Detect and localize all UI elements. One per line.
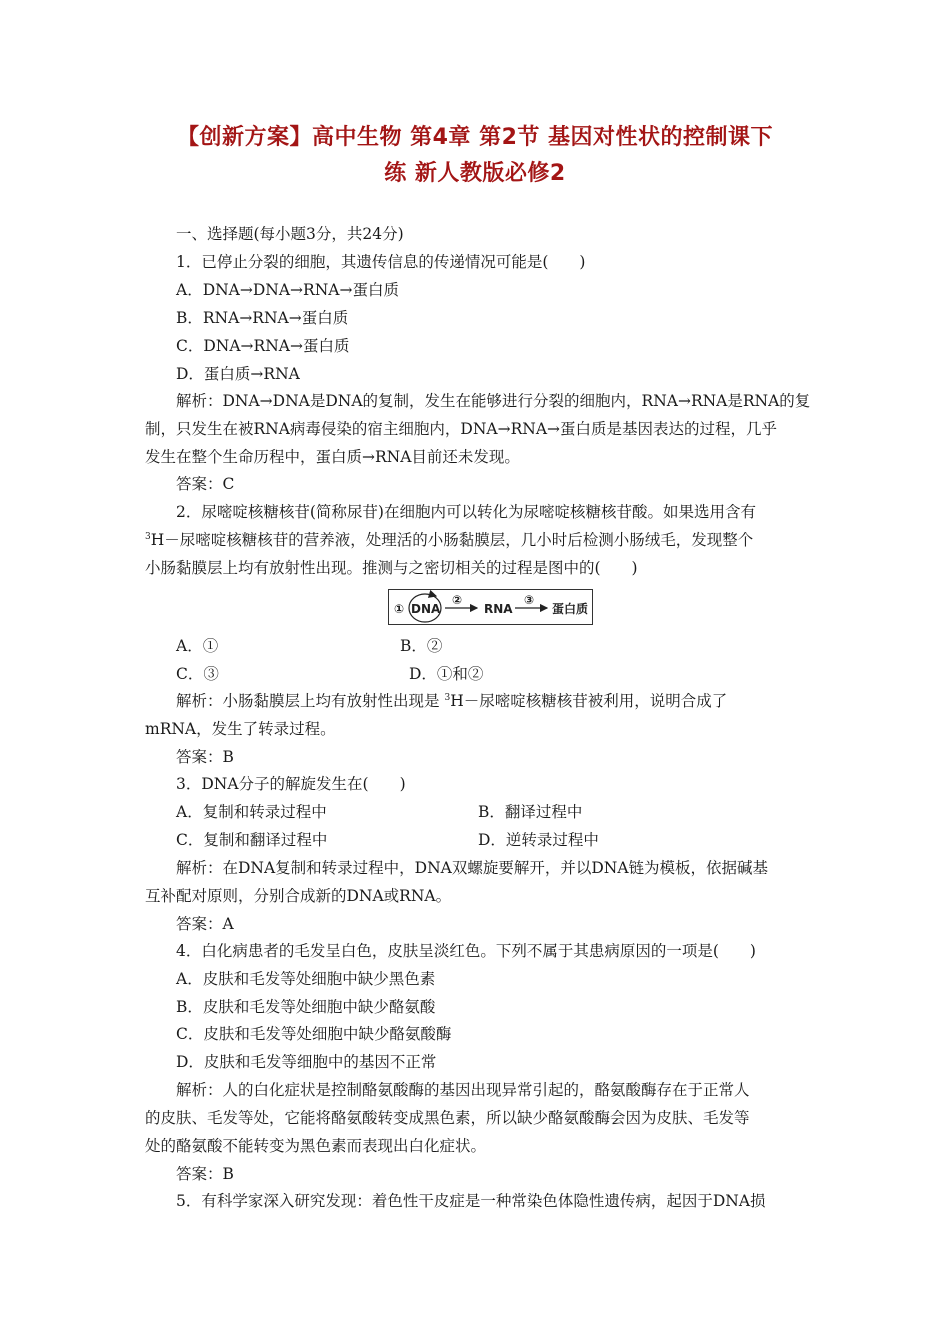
q1-explanation-line-2: 制，只发生在被RNA病毒侵染的宿主细胞内，DNA→RNA→蛋白质是基因表达的过程，几乎 — [145, 420, 778, 438]
q3-option-a: A．复制和转录过程中 — [176, 803, 327, 821]
q2-stem-line-1: 2．尿嘧啶核糖核苷(简称尿苷)在细胞内可以转化为尿嘧啶核糖核苷酸。如果选用含有 — [176, 503, 756, 521]
label-protein: 蛋白质 — [552, 602, 589, 616]
q2-option-b: B．② — [400, 637, 443, 655]
central-dogma-diagram — [388, 589, 593, 625]
label-dna: DNA — [411, 602, 441, 616]
isotope-superscript: 3 — [145, 531, 151, 542]
q3-explanation-line-2: 互补配对原则，分别合成新的DNA或RNA。 — [145, 887, 452, 905]
q1-option-c: C．DNA→RNA→蛋白质 — [176, 337, 350, 355]
q2-answer: 答案：B — [176, 748, 234, 766]
q4-answer: 答案：B — [176, 1165, 234, 1183]
q1-option-b: B．RNA→RNA→蛋白质 — [176, 309, 349, 327]
q2-stem-line-2-text: H－尿嘧啶核糖核苷的营养液，处理活的小肠黏膜层，几小时后检测小肠绒毛，发现整个 — [150, 531, 754, 549]
q4-explanation-line-3: 处的酪氨酸不能转变为黑色素而表现出白化症状。 — [145, 1137, 487, 1155]
q2-explanation-post: H－尿嘧啶核糖核苷被利用，说明合成了 — [450, 692, 728, 710]
q1-option-d: D．蛋白质→RNA — [176, 365, 300, 383]
q4-explanation-line-2: 的皮肤、毛发等处，它能将酪氨酸转变成黑色素，所以缺少酪氨酸酶会因为皮肤、毛发等 — [145, 1109, 750, 1127]
q1-stem: 1．已停止分裂的细胞，其遗传信息的传递情况可能是( ) — [176, 253, 586, 271]
q2-stem-line-2 — [145, 530, 753, 550]
q1-explanation-line-1: 解析：DNA→DNA是DNA的复制，发生在能够进行分裂的细胞内，RNA→RNA是RNA的复 — [176, 392, 811, 410]
q2-option-a: A．① — [176, 637, 219, 655]
label-step-3: ③ — [524, 593, 535, 607]
q2-stem-line-3: 小肠黏膜层上均有放射性出现。推测与之密切相关的过程是图中的( ) — [145, 559, 638, 577]
q2-option-c: C．③ — [176, 665, 219, 683]
section-heading: 一、选择题(每小题3分，共24分) — [176, 225, 404, 243]
q2-option-d: D．①和② — [409, 665, 484, 683]
label-rna: RNA — [484, 602, 513, 616]
q4-option-d: D．皮肤和毛发等细胞中的基因不正常 — [176, 1053, 437, 1071]
q3-answer: 答案：A — [176, 915, 234, 933]
q4-stem: 4．白化病患者的毛发呈白色，皮肤呈淡红色。下列不属于其患病原因的一项是( ) — [176, 942, 756, 960]
q4-option-a: A．皮肤和毛发等处细胞中缺少黑色素 — [176, 970, 436, 988]
q3-option-c: C．复制和翻译过程中 — [176, 831, 328, 849]
q1-explanation-line-3: 发生在整个生命历程中，蛋白质→RNA目前还未发现。 — [145, 448, 520, 466]
q4-option-b: B．皮肤和毛发等处细胞中缺少酪氨酸 — [176, 998, 436, 1016]
q3-explanation-line-1: 解析：在DNA复制和转录过程中，DNA双螺旋要解开，并以DNA链为模板，依据碱基 — [176, 859, 769, 877]
q2-explanation-pre: 解析：小肠黏膜层上均有放射性出现是 — [176, 692, 440, 710]
q4-explanation-line-1: 解析：人的白化症状是控制酪氨酸酶的基因出现异常引起的，酪氨酸酶存在于正常人 — [176, 1081, 750, 1099]
q3-stem: 3．DNA分子的解旋发生在( ) — [176, 775, 406, 793]
q3-option-d: D．逆转录过程中 — [478, 831, 599, 849]
q1-answer: 答案：C — [176, 475, 235, 493]
label-step-2: ② — [452, 593, 463, 607]
q1-option-a: A．DNA→DNA→RNA→蛋白质 — [176, 281, 399, 299]
label-step-1: ① — [394, 602, 405, 616]
q4-option-c: C．皮肤和毛发等处细胞中缺少酪氨酸酶 — [176, 1025, 452, 1043]
isotope-superscript-2: 3 — [444, 692, 451, 703]
page-title-line-1: 【创新方案】高中生物 第4章 第2节 基因对性状的控制课下 — [176, 125, 774, 150]
page-title-line-2: 练 新人教版必修2 — [384, 161, 566, 186]
q3-option-b: B．翻译过程中 — [478, 803, 583, 821]
q5-stem-line-1: 5．有科学家深入研究发现：着色性干皮症是一种常染色体隐性遗传病，起因于DNA损 — [176, 1192, 766, 1210]
q2-explanation-line-1 — [176, 691, 727, 711]
q2-explanation-line-2: mRNA，发生了转录过程。 — [145, 720, 336, 738]
